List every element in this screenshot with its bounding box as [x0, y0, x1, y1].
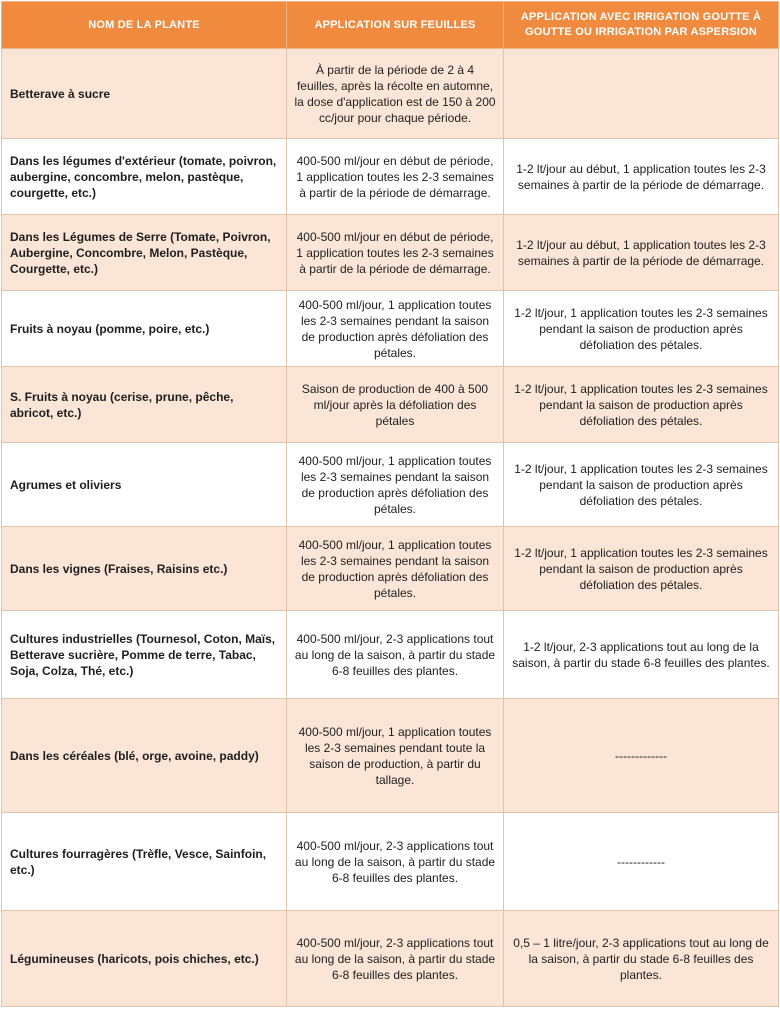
table-row	[2, 611, 779, 699]
table-row	[2, 215, 779, 291]
irrigation-cell	[504, 49, 779, 139]
table-row	[2, 139, 779, 215]
foliar-cell: 400-500 ml/jour, 2-3 applications tout au long de la saison, à partir du stade 6-8 feuilles des plantes.	[287, 813, 504, 911]
foliar-cell: 400-500 ml/jour, 1 application toutes les 2-3 semaines pendant la saison de production après défoliation des pétales.	[287, 443, 504, 527]
dosage-table	[1, 1, 779, 1007]
header-irrigation: APPLICATION AVEC IRRIGATION GOUTTE À GOUTTE OU IRRIGATION PAR ASPERSION	[504, 2, 779, 49]
table-row	[2, 813, 779, 911]
plant-cell: S. Fruits à noyau (cerise, prune, pêche, abricot, etc.)	[2, 367, 287, 443]
table-row	[2, 49, 779, 139]
irrigation-cell: 1-2 lt/jour, 1 application toutes les 2-3 semaines pendant la saison de production après défoliation des pétales.	[504, 291, 779, 367]
irrigation-cell: 1-2 lt/jour, 1 application toutes les 2-3 semaines pendant la saison de production après défoliation des pétales.	[504, 443, 779, 527]
plant-cell: Dans les céréales (blé, orge, avoine, paddy)	[2, 699, 287, 813]
plant-cell: Betterave à sucre	[2, 49, 287, 139]
plant-cell: Dans les Légumes de Serre (Tomate, Poivron, Aubergine, Concombre, Melon, Pastèque, Courgette, etc.)	[2, 215, 287, 291]
table-row	[2, 367, 779, 443]
foliar-cell: 400-500 ml/jour, 2-3 applications tout au long de la saison, à partir du stade 6-8 feuilles des plantes.	[287, 911, 504, 1007]
plant-cell: Cultures industrielles (Tournesol, Coton, Maïs, Betterave sucrière, Pomme de terre, Tabac, Soja, Colza, Thé, etc.)	[2, 611, 287, 699]
plant-cell: Dans les légumes d'extérieur (tomate, poivron, aubergine, concombre, melon, pastèque, courgette, etc.)	[2, 139, 287, 215]
irrigation-cell: 1-2 lt/jour, 2-3 applications tout au long de la saison, à partir du stade 6-8 feuilles des plantes.	[504, 611, 779, 699]
irrigation-cell: ------------	[504, 813, 779, 911]
header-row	[2, 2, 779, 49]
table-row	[2, 291, 779, 367]
table-row	[2, 527, 779, 611]
irrigation-cell: 1-2 lt/jour au début, 1 application toutes les 2-3 semaines à partir de la période de démarrage.	[504, 139, 779, 215]
foliar-cell: 400-500 ml/jour en début de période, 1 application toutes les 2-3 semaines à partir de la période de démarrage.	[287, 139, 504, 215]
plant-cell: Fruits à noyau (pomme, poire, etc.)	[2, 291, 287, 367]
irrigation-cell: 1-2 lt/jour, 1 application toutes les 2-3 semaines pendant la saison de production après défoliation des pétales.	[504, 527, 779, 611]
irrigation-cell: -------------	[504, 699, 779, 813]
header-foliar: APPLICATION SUR FEUILLES	[287, 2, 504, 49]
foliar-cell: 400-500 ml/jour, 1 application toutes les 2-3 semaines pendant toute la saison de production, à partir du tallage.	[287, 699, 504, 813]
foliar-cell: 400-500 ml/jour en début de période, 1 application toutes les 2-3 semaines à partir de la période de démarrage.	[287, 215, 504, 291]
foliar-cell: À partir de la période de 2 à 4 feuilles, après la récolte en automne, la dose d'application est de 150 à 200 cc/jour pour chaque période.	[287, 49, 504, 139]
foliar-cell: 400-500 ml/jour, 1 application toutes les 2-3 semaines pendant la saison de production après défoliation des pétales.	[287, 291, 504, 367]
header-plant: NOM DE LA PLANTE	[2, 2, 287, 49]
table-row	[2, 699, 779, 813]
foliar-cell: Saison de production de 400 à 500 ml/jour après la défoliation des pétales	[287, 367, 504, 443]
plant-cell: Légumineuses (haricots, pois chiches, etc.)	[2, 911, 287, 1007]
foliar-cell: 400-500 ml/jour, 2-3 applications tout au long de la saison, à partir du stade 6-8 feuilles des plantes.	[287, 611, 504, 699]
plant-cell: Dans les vignes (Fraises, Raisins etc.)	[2, 527, 287, 611]
irrigation-cell: 0,5 – 1 litre/jour, 2-3 applications tout au long de la saison, à partir du stade 6-8 feuilles des plantes.	[504, 911, 779, 1007]
table-row	[2, 443, 779, 527]
plant-cell: Cultures fourragères (Trèfle, Vesce, Sainfoin, etc.)	[2, 813, 287, 911]
plant-cell: Agrumes et oliviers	[2, 443, 287, 527]
table-row	[2, 911, 779, 1007]
foliar-cell: 400-500 ml/jour, 1 application toutes les 2-3 semaines pendant la saison de production après défoliation des pétales.	[287, 527, 504, 611]
irrigation-cell: 1-2 lt/jour au début, 1 application toutes les 2-3 semaines à partir de la période de démarrage.	[504, 215, 779, 291]
irrigation-cell: 1-2 lt/jour, 1 application toutes les 2-3 semaines pendant la saison de production après défoliation des pétales.	[504, 367, 779, 443]
